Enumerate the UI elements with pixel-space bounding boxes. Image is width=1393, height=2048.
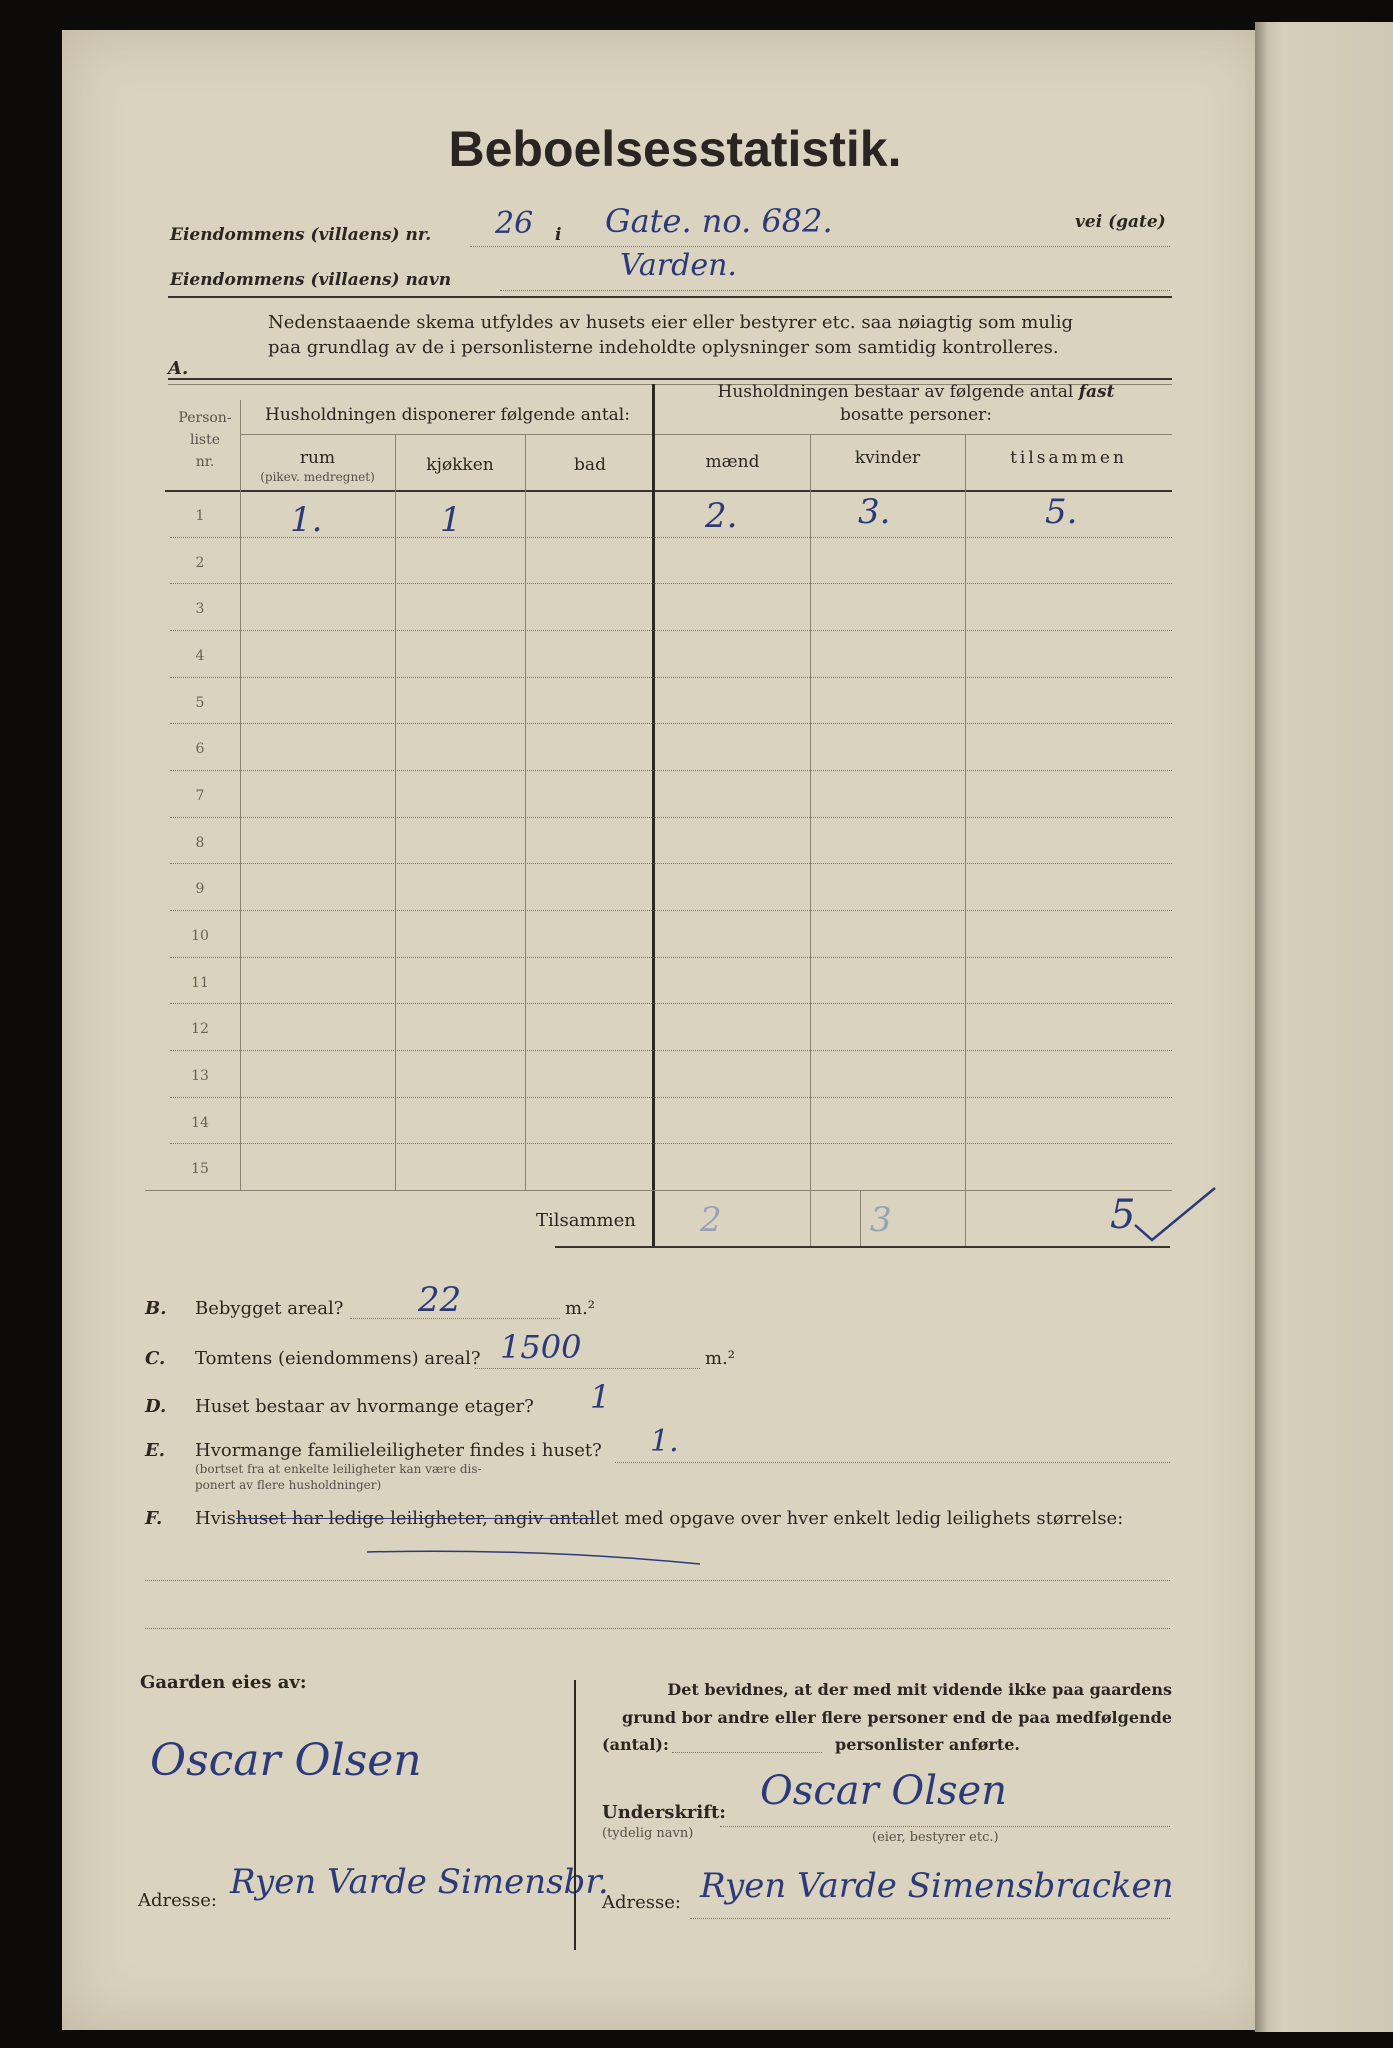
property-name-value[interactable]: Varden. (620, 248, 737, 283)
row-number-11: 11 (191, 974, 209, 991)
row1-rum-value[interactable]: 1. (290, 500, 323, 540)
street-value[interactable]: Gate. no. 682. (605, 202, 833, 240)
row-number-2: 2 (195, 554, 205, 571)
row-number-8: 8 (195, 834, 205, 851)
q-b-line (350, 1318, 560, 1319)
section-a-intro-line1: Nedenstaaende skema utfyldes av husets eier eller bestyrer etc. saa nøiagtig som mulig (268, 312, 1073, 333)
col-divider-rum (395, 434, 396, 1190)
row-number-9: 9 (195, 881, 205, 898)
row-separator (170, 1097, 1172, 1098)
row-separator (170, 770, 1172, 771)
group-header-line (240, 434, 1172, 435)
street-suffix-label: vei (gate) (1075, 212, 1166, 232)
q-f-pen-stroke (365, 1540, 705, 1570)
col-rum-note: (pikev. medregnet) (260, 470, 375, 484)
cert-line-2: grund bor andre eller flere personer end de paa medfølgende (622, 1708, 1172, 1727)
row-number-14: 14 (191, 1114, 209, 1131)
property-number-value[interactable]: 26 (495, 206, 534, 241)
signature-note: (tydelig navn) (602, 1826, 694, 1841)
col-divider-kvinder (965, 434, 966, 1246)
group-right-header-2: bosatte personer: (840, 405, 992, 425)
row-separator (170, 910, 1172, 911)
q-c-text: Tomtens (eiendommens) areal? (195, 1348, 481, 1369)
checkmark-icon (1130, 1185, 1220, 1245)
row-number-10: 10 (191, 928, 209, 945)
col-person-label-2: liste (189, 432, 221, 448)
q-d-value[interactable]: 1 (590, 1378, 611, 1416)
q-f-text-start: Hvis (195, 1508, 236, 1529)
section-a-top-line (168, 378, 1172, 380)
cert-count-line (672, 1752, 822, 1753)
col-divider-kjokken (525, 434, 526, 1190)
col-divider-person (240, 400, 241, 1190)
col-divider-maend (810, 434, 811, 1246)
row-separator (170, 723, 1172, 724)
table-bottom-line (145, 1190, 1172, 1191)
col-person-label-3: nr. (195, 454, 215, 470)
col-person-label-1: Person- (178, 410, 232, 426)
row-number-13: 13 (191, 1068, 209, 1085)
cert-address-line (690, 1918, 1170, 1919)
group-right-header-fast: fast (1078, 382, 1115, 402)
row-number-12: 12 (191, 1021, 209, 1038)
row-number-4: 4 (195, 648, 205, 664)
col-divider-main (652, 384, 655, 1246)
q-e-text: Hvormange familieleiligheter findes i huset? (195, 1440, 602, 1461)
q-e-line (615, 1462, 1170, 1463)
adjacent-page-edge (1255, 22, 1393, 2032)
footer-divider (574, 1680, 576, 1950)
q-f-line-1 (145, 1580, 1170, 1581)
q-f-letter: F. (145, 1508, 163, 1529)
q-d-text: Huset bestaar av hvormange etager? (195, 1396, 534, 1417)
property-number-label: Eiendommens (villaens) nr. (170, 225, 432, 245)
row-separator (170, 677, 1172, 678)
row-separator (170, 817, 1172, 818)
owner-address-value[interactable]: Ryen Varde Simensbr. (230, 1862, 609, 1902)
group-left-header: Husholdningen disponerer følgende antal: (265, 405, 630, 425)
q-e-letter: E. (145, 1440, 165, 1461)
q-c-letter: C. (145, 1348, 166, 1369)
total-bottom-line (555, 1246, 1170, 1248)
cert-address-value[interactable]: Ryen Varde Simensbracken (700, 1866, 1174, 1906)
row-separator (170, 1050, 1172, 1051)
total-tilsammen-value[interactable]: 5 (1110, 1192, 1136, 1238)
col-rum-header: rum (299, 448, 336, 468)
owned-by-label: Gaarden eies av: (140, 1672, 307, 1693)
signature-label: Underskrift: (602, 1802, 726, 1823)
q-b-letter: B. (145, 1298, 167, 1319)
total-label: Tilsammen (536, 1210, 636, 1231)
q-f-line-2 (145, 1628, 1170, 1629)
owner-name[interactable]: Oscar Olsen (150, 1735, 422, 1786)
cert-line-1: Det bevidnes, at der med mit vidende ikke paa gaardens (667, 1680, 1172, 1699)
row1-maend-value[interactable]: 2. (705, 496, 738, 536)
row1-tilsammen-value[interactable]: 5. (1045, 492, 1078, 532)
row-number-7: 7 (195, 788, 205, 805)
row-separator (170, 1143, 1172, 1144)
col-kjokken-header: kjøkken (426, 455, 494, 475)
col-bad-header: bad (574, 455, 606, 475)
total-divider-1 (860, 1190, 861, 1246)
section-a-intro-line2: paa grundlag av de i personlisterne indeholdte oplysninger som samtidig kontrolleres. (268, 337, 1059, 358)
q-c-value[interactable]: 1500 (500, 1328, 582, 1366)
row1-kjokken-value[interactable]: 1 (440, 500, 462, 540)
row-separator (170, 630, 1172, 631)
q-b-text: Bebygget areal? (195, 1298, 344, 1319)
group-right-header-text: Husholdningen bestaar av følgende antal (717, 382, 1074, 402)
group-right-header-1 (660, 382, 1172, 402)
q-b-value[interactable]: 22 (418, 1280, 462, 1320)
row-number-5: 5 (195, 694, 205, 711)
role-note: (eier, bestyrer etc.) (872, 1830, 999, 1845)
q-f-text-end: let med opgave over hver enkelt ledig leilighets størrelse: (595, 1508, 1124, 1529)
col-kvinder-header: kvinder (854, 448, 921, 468)
q-f-text (195, 1508, 1123, 1529)
row-separator (170, 1003, 1172, 1004)
property-i-label: i (555, 225, 562, 245)
signature-value[interactable]: Oscar Olsen (760, 1768, 1007, 1814)
header-divider (168, 296, 1172, 298)
row-number-6: 6 (195, 741, 205, 758)
property-number-line (470, 246, 1170, 247)
row-separator (170, 863, 1172, 864)
row-number-3: 3 (195, 601, 205, 618)
q-c-line (475, 1368, 700, 1369)
q-e-note-2: ponert av flere husholdninger) (195, 1478, 382, 1492)
q-d-letter: D. (145, 1396, 167, 1417)
row-separator (170, 583, 1172, 584)
row1-kvinder-value[interactable]: 3. (858, 492, 891, 532)
signature-line (720, 1826, 1170, 1827)
section-a-letter: A. (168, 358, 189, 379)
col-tilsammen-header: tilsammen (1010, 448, 1127, 468)
row-separator (170, 957, 1172, 958)
row-number-1: 1 (195, 508, 205, 524)
cert-address-label: Adresse: (602, 1892, 681, 1913)
table-header-bottom-line (165, 490, 1172, 492)
form-title: Beboelsesstatistik. (448, 121, 902, 177)
q-f-struck-text: huset har ledige leiligheter, angiv antal (235, 1508, 596, 1529)
q-b-unit: m.² (565, 1298, 596, 1319)
cert-line-3a: (antal): (602, 1735, 669, 1754)
row-number-15: 15 (191, 1161, 209, 1178)
property-name-line (500, 290, 1170, 291)
total-maend-value[interactable]: 2 (700, 1200, 722, 1240)
cert-line-3b: personlister anførte. (835, 1735, 1020, 1754)
q-c-unit: m.² (705, 1348, 736, 1369)
total-kvinder-value[interactable]: 3 (870, 1200, 892, 1240)
q-e-note-1: (bortset fra at enkelte leiligheter kan være dis- (195, 1462, 482, 1476)
col-maend-header: mænd (705, 452, 760, 472)
owner-address-label: Adresse: (138, 1890, 217, 1911)
property-name-label: Eiendommens (villaens) navn (170, 270, 452, 290)
q-e-value[interactable]: 1. (650, 1424, 679, 1459)
